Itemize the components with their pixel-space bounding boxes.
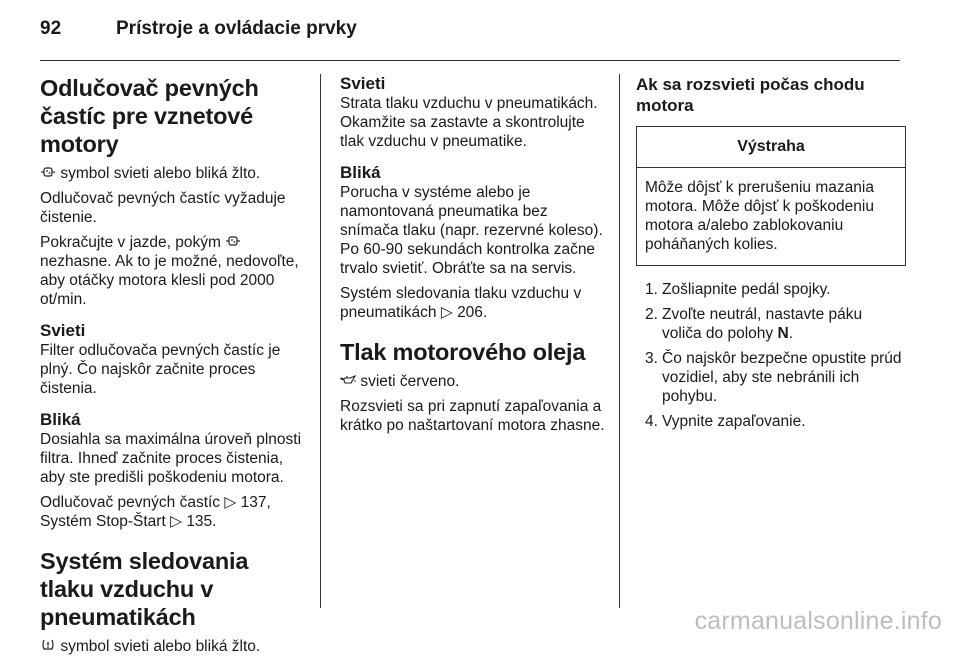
- step-number: 3.: [645, 350, 658, 367]
- subheading-blika: Bliká: [40, 410, 81, 429]
- list-item: [636, 412, 906, 431]
- page-ref-arrow-icon: ▷: [170, 513, 182, 530]
- dpf-symbol-text: symbol svieti alebo bliká žlto.: [60, 165, 261, 182]
- warning-box: [636, 126, 906, 266]
- column-divider-2: [619, 74, 620, 608]
- step-text-end: .: [788, 325, 793, 342]
- tpms-symbol-text: symbol svieti alebo bliká žlto.: [60, 638, 261, 655]
- page-number: 92: [40, 18, 62, 39]
- subheading-svieti: Svieti: [40, 321, 86, 340]
- reference-link[interactable]: 135.: [186, 513, 217, 530]
- step-number: 2.: [645, 306, 658, 323]
- section-heading-oil-warning: Ak sa rozsvieti počas chodu motora: [636, 75, 865, 115]
- step-text: Vypnite zapaľovanie.: [662, 413, 806, 430]
- cross-reference: [340, 284, 608, 322]
- reference-text: Systém sledovania tlaku vzduchu v pneumatikách: [340, 285, 582, 321]
- dpf-paragraph-3: [40, 233, 308, 309]
- section-heading-oil: Tlak motorového oleja: [340, 339, 586, 365]
- cross-references: [40, 493, 308, 531]
- dpf-symbol-paragraph: [40, 164, 308, 183]
- blika-text: Dosiahla sa maximálna úroveň plnosti filtra. Ihneď začnite proces čistenia, aby ste predišli poškodeniu motora.: [40, 431, 302, 486]
- reference-link[interactable]: 206.: [457, 304, 488, 321]
- page-ref-arrow-icon: ▷: [224, 494, 237, 511]
- svieti-text: Filter odlučovača pevných častíc je plný. Čo najskôr začnite proces čistenia.: [40, 342, 281, 397]
- section-heading-dpf: Odlučovač pevných častíc pre vznetové motory: [40, 75, 259, 157]
- column-2: [340, 74, 608, 441]
- particle-filter-icon: [40, 164, 56, 183]
- warning-text: Môže dôjsť k prerušeniu mazania motora. Môže dôjsť k poškodeniu motora a/alebo zablokovaniu poháňaných kolies.: [645, 179, 874, 253]
- step-number: 4.: [645, 413, 658, 430]
- dpf-paragraph-3-start: Pokračujte v jazde, pokým: [40, 234, 221, 251]
- reference-text: Systém Stop-Štart: [40, 513, 166, 530]
- dpf-paragraph-2: Odlučovač pevných častíc vyžaduje čistenie.: [40, 190, 286, 226]
- header-rule: [40, 60, 900, 61]
- subheading-blika: Bliká: [340, 163, 381, 182]
- column-1: [40, 74, 308, 662]
- step-text: Zošliapnite pedál spojky.: [662, 281, 831, 298]
- page-ref-arrow-icon: ▷: [440, 304, 453, 321]
- warning-title: Výstraha: [637, 127, 905, 168]
- running-title: Prístroje a ovládacie prvky: [116, 18, 357, 39]
- reference-link[interactable]: 137,: [240, 494, 271, 511]
- list-item: [636, 305, 906, 343]
- step-text: Zvoľte neutrál, nastavte páku voliča do polohy: [662, 306, 863, 342]
- oil-symbol-text: svieti červeno.: [360, 373, 460, 390]
- oil-can-icon: [340, 372, 356, 391]
- subheading-svieti: Svieti: [340, 74, 386, 93]
- blika-text: Porucha v systéme alebo je namontovaná pneumatika bez snímača tlaku (napr. rezervné koleso). Po 60-90 sekundách kontrolka začne trvalo svietiť. Obráťte sa na servis.: [340, 184, 603, 277]
- column-divider-1: [320, 74, 321, 608]
- particle-filter-icon: [225, 233, 241, 252]
- list-item: [636, 349, 906, 406]
- tire-pressure-icon: [40, 637, 56, 656]
- reference-text: Odlučovač pevných častíc: [40, 494, 221, 511]
- watermark: carmanualsonline.info: [694, 607, 942, 635]
- svieti-text: Strata tlaku vzduchu v pneumatikách. Okamžite sa zastavte a skontrolujte tlak vzduchu v pneumatike.: [340, 95, 598, 150]
- dpf-paragraph-3-end: nezhasne. Ak to je možné, nedovoľte, aby otáčky motora klesli pod 2000 ot/min.: [40, 253, 299, 308]
- oil-description: Rozsvieti sa pri zapnutí zapaľovania a krátko po naštartovaní motora zhasne.: [340, 398, 605, 434]
- list-item: [636, 280, 906, 299]
- tpms-symbol-paragraph: [40, 637, 308, 656]
- oil-symbol-paragraph: [340, 372, 608, 391]
- steps-list: [636, 280, 906, 431]
- gear-position-n: N: [777, 325, 789, 342]
- step-number: 1.: [645, 281, 658, 298]
- section-heading-tpms: Systém sledovania tlaku vzduchu v pneumatikách: [40, 548, 249, 630]
- column-3: [636, 74, 906, 437]
- step-text: Čo najskôr bezpečne opustite prúd vozidiel, aby ste nebránili ich pohybu.: [662, 350, 902, 405]
